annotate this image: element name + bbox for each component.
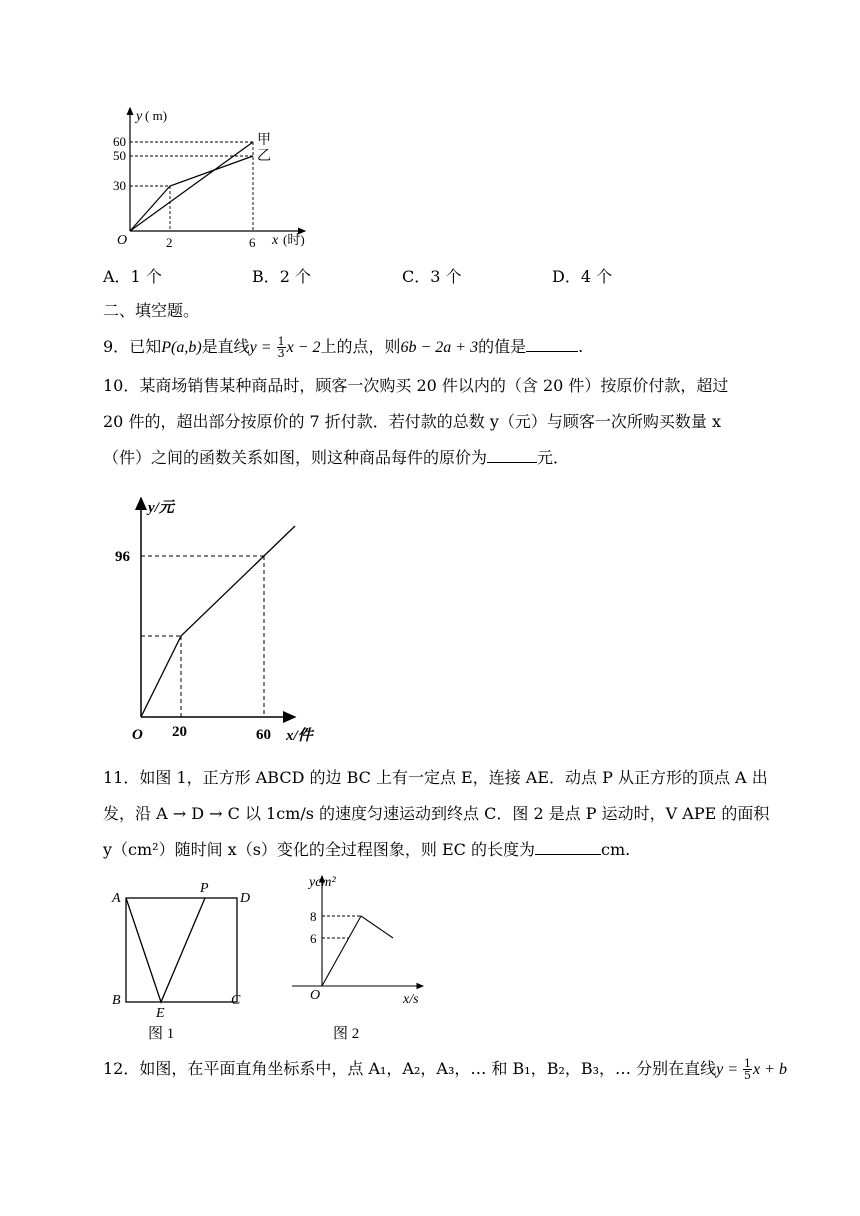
line-yi xyxy=(130,156,253,231)
option-a: A．1 个 xyxy=(103,267,162,286)
q9-text-2: 是直线 xyxy=(201,337,250,356)
q10-line-3 xyxy=(103,448,569,468)
label-d: D xyxy=(240,891,251,906)
q10-answer-blank xyxy=(487,448,537,463)
q9-text-3: 上的点，则 xyxy=(320,337,401,356)
x-axis-label: x/s xyxy=(403,992,419,1007)
q12-eq: = xyxy=(723,1061,743,1078)
line-jia xyxy=(130,142,253,231)
q11-line-2: 发，沿 A → D → C 以 1cm/s 的速度匀速运动到终点 C．图 2 是点 P 运动时，V APE 的面积 xyxy=(103,804,770,823)
option-c: C．3 个 xyxy=(402,267,462,286)
series-label-jia: 甲 xyxy=(257,133,271,148)
question-12 xyxy=(103,1058,787,1081)
y-tick-6: 6 xyxy=(310,931,317,946)
q9-point: P xyxy=(161,339,171,356)
q11-line-1: 11．如图 1，正方形 ABCD 的边 BC 上有一定点 E，连接 AE．动点 P 从正方形的顶点 A 出 xyxy=(103,768,768,787)
q11-line-3-end: cm. xyxy=(601,840,631,859)
x-axis-unit: (时) xyxy=(283,232,305,247)
q9-rest: x − 2 xyxy=(286,339,321,356)
q12-rest: x + b xyxy=(753,1061,787,1078)
q10-line-1: 10．某商场销售某种商品时，顾客一次购买 20 件以内的（含 20 件）按原价付款，超过 xyxy=(103,376,729,395)
q9-eq: = xyxy=(256,339,276,356)
label-c: C xyxy=(231,993,241,1008)
y-tick-60: 60 xyxy=(113,134,126,149)
x-tick-6: 6 xyxy=(249,235,256,250)
y-axis-label: y/元 xyxy=(148,500,174,516)
q10-line-3-end: 元． xyxy=(537,448,570,467)
y-tick-8: 8 xyxy=(310,909,317,924)
q9-text-1: 已知 xyxy=(129,337,162,356)
figure-1-caption: 图 1 xyxy=(148,1026,175,1042)
x-tick-60: 60 xyxy=(256,727,271,743)
series-label-yi: 乙 xyxy=(257,149,271,164)
x-axis-label: x xyxy=(272,233,279,248)
label-e: E xyxy=(156,1006,165,1021)
y-axis-unit: ( m) xyxy=(145,108,168,123)
origin-label: O xyxy=(117,233,128,248)
square-abcd xyxy=(126,898,237,1002)
q9-lhs: y xyxy=(249,339,257,356)
y-tick-30: 30 xyxy=(113,178,126,193)
q10-line-2: 20 件的，超出部分按原价的 7 折付款．若付款的总数 y（元）与顾客一次所购买数量 x xyxy=(103,412,722,431)
q9-answer-blank xyxy=(526,337,578,352)
q11-line-3 xyxy=(103,840,630,860)
q12-lhs: y xyxy=(716,1061,724,1078)
q12-fraction: $\frac{1}{5}$ xyxy=(744,1057,752,1082)
q12-text: 12．如图，在平面直角坐标系中，点 A₁，A₂，A₃，… 和 B₁，B₂，B₃，… 分别在直线 xyxy=(103,1059,717,1078)
origin-label: O xyxy=(132,727,143,743)
graph-2 xyxy=(115,480,320,750)
q9-fraction: $\frac{1}{3}$ xyxy=(277,335,285,360)
x-tick-20: 20 xyxy=(172,724,187,740)
x-tick-2: 2 xyxy=(166,235,173,250)
label-a: A xyxy=(112,891,121,906)
triangle-ape xyxy=(126,898,205,1002)
y-axis-label: y xyxy=(136,109,143,124)
q9-coords: (a,b) xyxy=(170,339,202,356)
figure-1 xyxy=(108,878,258,1043)
x-axis-label: x/件 xyxy=(286,728,313,744)
q11-line-3-text: y（cm²）随时间 x（s）变化的全过程图象，则 EC 的长度为 xyxy=(103,840,536,859)
origin-label: O xyxy=(310,988,321,1003)
section-title: 二、填空题。 xyxy=(103,301,200,320)
figure-2 xyxy=(285,868,435,1043)
y-axis-label: ycm² xyxy=(309,875,336,890)
question-9 xyxy=(103,336,583,359)
q9-text-4: 的值是 xyxy=(478,337,527,356)
price-line xyxy=(141,526,295,717)
option-d: D．4 个 xyxy=(552,267,613,286)
q9-end: . xyxy=(578,337,584,356)
q9-number: 9． xyxy=(103,337,130,356)
q10-line-3-text: （件）之间的函数关系如图，则这种商品每件的原价为 xyxy=(103,448,488,467)
option-b: B．2 个 xyxy=(252,267,312,286)
graph-1 xyxy=(100,100,340,255)
q9-expression: 6b − 2a + 3 xyxy=(400,339,479,356)
q11-answer-blank xyxy=(535,840,601,855)
label-b: B xyxy=(112,993,121,1008)
area-line xyxy=(322,916,393,986)
label-p: P xyxy=(200,881,209,896)
figure-2-caption: 图 2 xyxy=(333,1026,360,1042)
y-tick-96: 96 xyxy=(115,549,130,565)
y-tick-50: 50 xyxy=(113,148,126,163)
